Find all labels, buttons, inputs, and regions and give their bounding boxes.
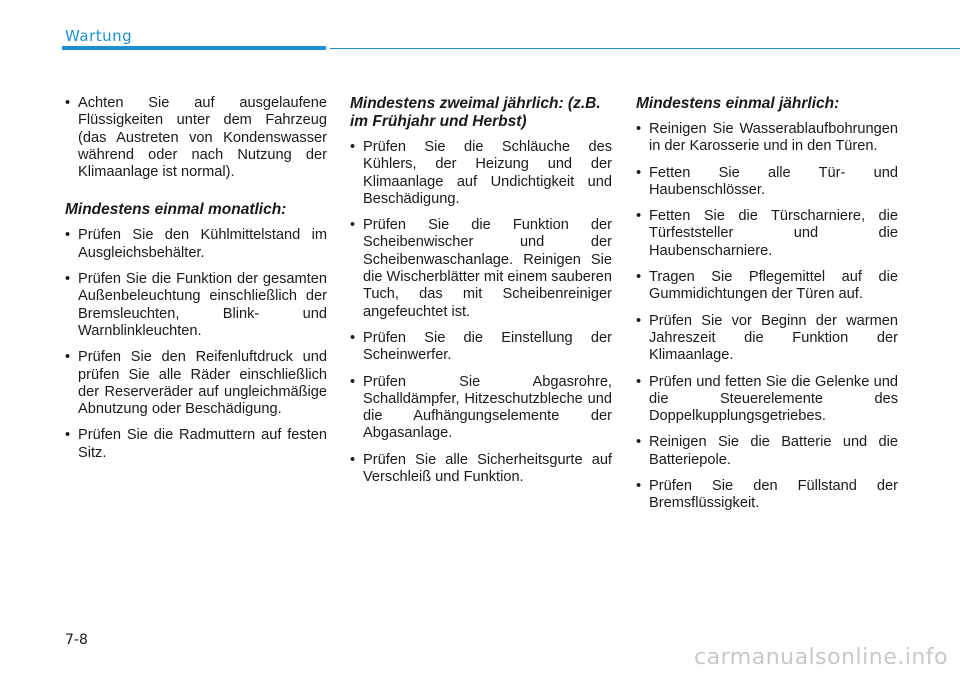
monthly-list	[65, 227, 327, 462]
list-item	[65, 271, 327, 340]
list-item-text: Fetten Sie alle Tür- und Haubenschlösser.	[649, 164, 898, 198]
list-item-text: Prüfen Sie den Kühlmittelstand im Ausgleichsbehälter.	[78, 227, 327, 261]
list-item	[636, 434, 898, 469]
bullet-icon: •	[65, 95, 71, 111]
heading-monthly: Mindestens einmal monatlich:	[65, 201, 287, 219]
list-item	[65, 95, 327, 181]
list-item	[636, 121, 898, 156]
list-item	[350, 139, 612, 208]
list-item	[636, 269, 898, 304]
column-2	[350, 95, 612, 495]
list-item-text: Reinigen Sie die Batterie und die Batteriepole.	[649, 434, 898, 468]
bullet-icon: •	[65, 227, 71, 244]
heading-yearly: Mindestens einmal jährlich:	[636, 95, 840, 112]
bullet-icon: •	[350, 373, 356, 390]
bullet-icon: •	[636, 434, 642, 451]
bullet-icon: •	[65, 271, 71, 288]
list-item	[636, 208, 898, 260]
list-item-text: Prüfen Sie den Füllstand der Bremsflüssigkeit.	[649, 478, 898, 512]
list-item	[350, 374, 612, 443]
list-item	[350, 217, 612, 321]
list-item-text: Prüfen Sie Abgasrohre, Schalldämpfer, Hitzeschutzbleche und die Aufhängungselemente der Abgasanlage.	[363, 373, 612, 442]
bullet-icon: •	[636, 121, 642, 137]
bullet-icon: •	[636, 269, 642, 286]
header-rule-thick	[62, 46, 326, 50]
watermark: carmanualsonline.info	[694, 645, 948, 670]
list-item-text: Prüfen Sie vor Beginn der warmen Jahreszeit die Funktion der Klimaanlage.	[649, 312, 898, 364]
list-item	[636, 313, 898, 365]
twice-yearly-list	[350, 139, 612, 486]
column-1	[65, 95, 327, 471]
list-item-text: Prüfen Sie die Schläuche des Kühlers, der Heizung und der Klimaanlage auf Undichtigkeit und Beschädigung.	[363, 139, 612, 207]
list-item	[350, 330, 612, 365]
list-item-text: Prüfen Sie die Radmuttern auf festen Sitz.	[78, 427, 327, 461]
bullet-icon: •	[636, 208, 642, 225]
bullet-icon: •	[350, 329, 356, 346]
list-item-text: Prüfen Sie den Reifenluftdruck und prüfen Sie alle Räder einschließlich der Reserveräder auf ungleichmäßige Abnutzung oder Beschädigung.	[78, 349, 327, 418]
list-item-text: Prüfen Sie die Einstellung der Scheinwerfer.	[363, 329, 612, 364]
list-item	[65, 349, 327, 418]
list-item-text: Prüfen Sie die Funktion der gesamten Außenbeleuchtung einschließlich der Bremsleuchten, Blink- und Warnblinkleuchten.	[78, 271, 327, 339]
list-item	[636, 478, 898, 513]
bullet-icon: •	[65, 349, 71, 366]
list-item-text: Achten Sie auf ausgelaufene Flüssigkeiten unter dem Fahrzeug (das Austreten von Kondenswasser während oder nach Nutzung der Klimaanlage ist normal).	[78, 95, 327, 181]
bullet-icon: •	[636, 312, 642, 329]
list-item-text: Prüfen und fetten Sie die Gelenke und die Steuerelemente des Doppelkupplungsgetriebes.	[649, 373, 898, 425]
intro-list	[65, 95, 327, 181]
bullet-icon: •	[350, 451, 356, 468]
list-item	[65, 427, 327, 462]
list-item-text: Prüfen Sie die Funktion der Scheibenwischer und der Scheibenwaschanlage. Reinigen Sie die Wischerblätter mit einem sauberen Tuch, das mit Scheibenreiniger angefeuchtet ist.	[363, 217, 613, 320]
list-item	[636, 165, 898, 200]
list-item	[636, 374, 898, 426]
list-item	[65, 227, 327, 262]
bullet-icon: •	[350, 217, 356, 234]
bullet-icon: •	[636, 373, 642, 390]
yearly-list	[636, 121, 898, 513]
page-number: 7-8	[65, 632, 88, 648]
bullet-icon: •	[636, 478, 642, 495]
list-item-text: Prüfen Sie alle Sicherheitsgurte auf Verschleiß und Funktion.	[363, 451, 612, 486]
bullet-icon: •	[636, 164, 642, 181]
column-3	[636, 95, 898, 522]
section-title: Wartung	[65, 27, 133, 45]
list-item-text: Reinigen Sie Wasserablaufbohrungen in der Karosserie und in den Türen.	[649, 121, 898, 155]
header-rule-thin	[330, 48, 960, 49]
list-item-text: Fetten Sie die Türscharniere, die Türfeststeller und die Haubenscharniere.	[649, 208, 898, 259]
list-item-text: Tragen Sie Pflegemittel auf die Gummidichtungen der Türen auf.	[649, 269, 898, 303]
bullet-icon: •	[65, 427, 71, 444]
list-item	[350, 452, 612, 487]
heading-twice-yearly: Mindestens zweimal jährlich: (z.B. im Frühjahr und Herbst)	[350, 95, 601, 130]
bullet-icon: •	[350, 139, 356, 155]
